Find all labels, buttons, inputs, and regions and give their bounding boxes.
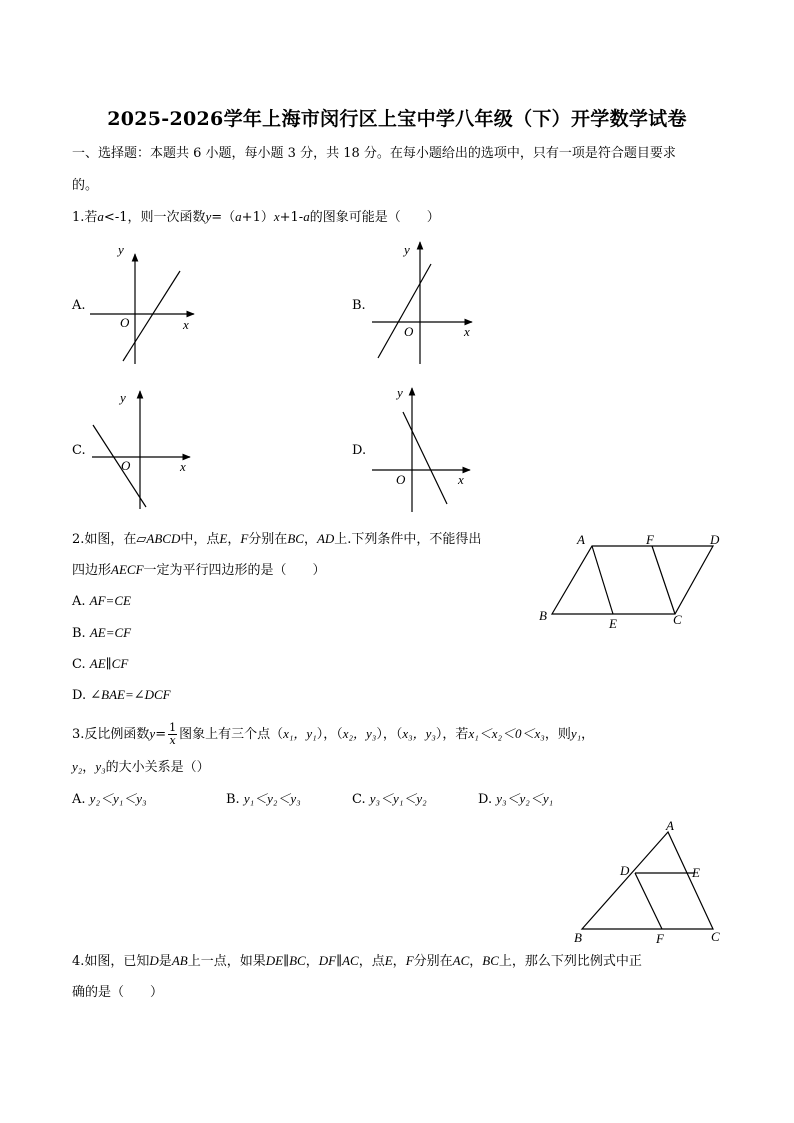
origin-label: O [120,315,130,330]
q1-option-d-graph [370,382,490,517]
label-d: D [710,532,720,547]
question-2-stem-cont: 四边形AECF一定为平行四边形的是（ ） [72,562,326,578]
parallelogram-abcd [552,546,713,614]
q3-option-c[interactable]: C. y₃＜y₁＜y₂ [352,791,427,807]
label-a: A [666,818,674,833]
section-heading-cont: 的。 [72,178,99,193]
y-axis-label: y [118,242,124,257]
label-d: D [620,863,630,878]
label-f: F [646,532,654,547]
q2-option-c[interactable]: C. AE∥CF [72,656,129,672]
origin-label: O [121,458,131,473]
x-axis-label: x [464,324,470,339]
q1-option-a-graph [88,240,208,370]
origin-label: O [396,472,406,487]
q1-option-b-label[interactable]: B. [352,298,366,313]
y-axis-label: y [397,385,403,400]
page-title: 2025-2026学年上海市闵行区上宝中学八年级（下）开学数学试卷 [107,108,687,130]
q2-option-d[interactable]: D. ∠BAE=∠DCF [72,687,171,703]
label-e: E [692,865,700,880]
question-2-stem: 2.如图，在▱ABCD中，点E，F分别在BC，AD上.下列条件中，不能得出 [72,531,482,547]
section-heading: 一、选择题：本题共 6 小题，每小题 3 分，共 18 分。在每小题给出的选项中，只有一项是符合题目要求 [72,146,676,161]
label-b: B [574,930,582,945]
q1-option-b-graph [370,238,490,368]
label-c: C [711,929,720,944]
question-4-stem-cont: 确的是（ ） [72,985,164,1000]
function-line [93,425,146,507]
segment-fc [652,546,675,614]
q3-option-a[interactable]: A. y₂＜y₁＜y₃ [72,791,147,807]
function-line [378,264,431,358]
q2-parallelogram-figure [535,528,730,633]
q1-option-a-label[interactable]: A. [72,298,86,313]
y-axis-label: y [120,390,126,405]
q2-option-b[interactable]: B. AE=CF [72,625,132,641]
q4-triangle-figure [570,818,735,948]
q3-option-d[interactable]: D. y₃＜y₂＜y₁ [478,791,554,807]
question-3-stem: 3.反比例函数y= $\frac{1}{x}$ 图象上有三个点（x₁，y₁），（x₂，y₃），（x₃，y₃），若x₁＜x₂＜0＜x₃，则y₁， [72,721,595,747]
y-axis-label: y [404,242,410,257]
segment-df [635,873,662,929]
label-a: A [577,532,585,547]
label-f: F [656,931,664,946]
segment-ae [592,546,613,614]
q1-option-c-label[interactable]: C. [72,443,86,458]
question-4-stem: 4.如图，已知D是AB上一点，如果DE∥BC，DF∥AC，点E，F分别在AC，BC上，那么下列比例式中正 [72,953,642,969]
q1-option-d-label[interactable]: D. [352,443,367,458]
function-line [123,271,180,361]
q1-option-c-graph [88,385,208,515]
function-line [403,412,447,504]
origin-label: O [404,324,414,339]
x-axis-label: x [180,459,186,474]
fraction-1-over-x: $\frac{1}{x}$ [169,721,177,747]
q3-option-b[interactable]: B. y₁＜y₂＜y₃ [226,791,301,807]
q2-option-a[interactable]: A. AF=CE [72,593,131,609]
question-1-stem: 1.若a<-1，则一次函数y=（a+1）x+1-a的图象可能是（ ） [72,209,440,225]
label-c: C [673,612,682,627]
label-e: E [609,616,617,631]
question-3-stem-cont: y₂，y₃的大小关系是（） [72,759,210,775]
label-b: B [539,608,547,623]
x-axis-label: x [458,472,464,487]
triangle-abc [582,832,713,929]
x-axis-label: x [183,317,189,332]
